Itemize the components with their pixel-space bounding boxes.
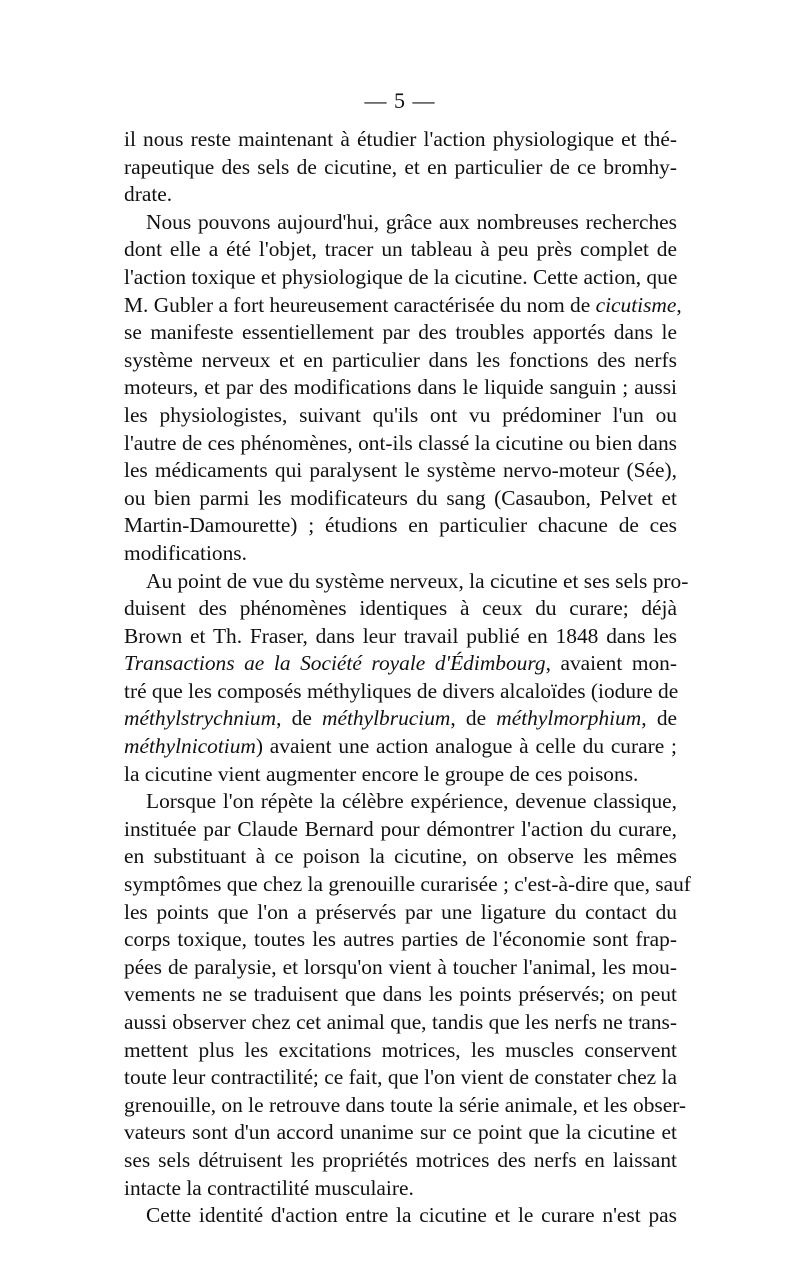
text-segment: modifications.	[124, 540, 247, 565]
text-segment: symptômes que chez la grenouille curarisée ; c'est-à-dire que, sauf	[124, 872, 691, 897]
text-segment: les médicaments qui paralysent le système nervo-moteur (Sée),	[124, 458, 677, 483]
text-line	[124, 209, 677, 237]
text-line	[124, 1009, 677, 1037]
page-number: — 5 —	[364, 88, 436, 113]
text-line	[124, 1064, 677, 1092]
text-segment: moteurs, et par des modifications dans le liquide sanguin ; aussi	[124, 375, 677, 400]
text-line	[124, 926, 677, 954]
text-segment: instituée par Claude Bernard pour démontrer l'action du curare,	[124, 816, 677, 841]
text-line	[124, 1175, 677, 1203]
italic-text: méthylbrucium	[322, 706, 451, 731]
text-line	[124, 1202, 677, 1230]
text-segment: pées de paralysie, et lorsqu'on vient à toucher l'animal, les mou-	[124, 954, 677, 979]
text-line	[124, 264, 677, 292]
text-line	[124, 788, 677, 816]
text-segment: duisent des phénomènes identiques à ceux du curare; déjà	[124, 596, 677, 621]
text-segment: , de	[276, 706, 323, 731]
text-line	[124, 512, 677, 540]
text-segment: l'autre de ces phénomènes, ont-ils classé la cicutine ou bien dans	[124, 430, 677, 455]
text-segment: l'action toxique et physiologique de la cicutine. Cette action, que	[124, 264, 678, 289]
text-segment: vements ne se traduisent que dans les points préservés; on peut	[124, 982, 677, 1007]
text-line	[124, 1147, 677, 1175]
text-segment: dont elle a été l'objet, tracer un tableau à peu près complet de	[124, 237, 677, 262]
text-line	[124, 540, 677, 568]
text-segment: drate.	[124, 182, 173, 207]
text-line	[124, 733, 677, 761]
text-segment: ) avaient une action analogue à celle du curare ;	[255, 734, 677, 759]
body-text	[124, 126, 691, 1230]
text-segment: toute leur contractilité; ce fait, que l'on vient de constater chez la	[124, 1065, 677, 1090]
text-line	[124, 816, 677, 844]
text-segment: , de	[450, 706, 497, 731]
text-line	[124, 899, 677, 927]
text-segment: ,	[676, 292, 682, 317]
text-line	[124, 485, 677, 513]
text-segment: grenouille, on le retrouve dans toute la série animale, et les obser-	[124, 1092, 687, 1117]
text-segment: ses sels détruisent les propriétés motrices des nerfs en laissant	[124, 1147, 677, 1172]
text-segment: en substituant à ce poison la cicutine, on observe les mêmes	[124, 844, 677, 869]
text-segment: mettent plus les excitations motrices, les muscles conservent	[124, 1037, 677, 1062]
text-segment: Cette identité d'action entre la cicutine et le curare n'est pas	[146, 1203, 677, 1228]
text-segment: , avaient mon-	[545, 651, 677, 676]
text-segment: M. Gubler a fort heureusement caractérisée du nom de	[124, 292, 596, 317]
text-segment: il nous reste maintenant à étudier l'action physiologique et thé-	[124, 127, 677, 151]
text-line	[124, 236, 677, 264]
text-segment: les points que l'on a préservés par une ligature du contact du	[124, 899, 677, 924]
text-line	[124, 981, 677, 1009]
text-segment: corps toxique, toutes les autres parties de l'économie sont frap-	[124, 927, 677, 952]
text-line	[124, 871, 691, 899]
text-segment: Au point de vue du système nerveux, la cicutine et ses sels pro-	[146, 568, 689, 593]
text-segment: la cicutine vient augmenter encore le groupe de ces poisons.	[124, 761, 639, 786]
text-segment: ou bien parmi les modificateurs du sang (Casaubon, Pelvet et	[124, 485, 677, 510]
text-line	[124, 843, 677, 871]
italic-text: méthylmorphium	[496, 706, 642, 731]
text-line	[124, 705, 677, 733]
italic-text: cicutisme	[595, 292, 677, 317]
text-segment: se manifeste essentiellement par des troubles apportés dans le	[124, 320, 677, 345]
text-line	[124, 761, 677, 789]
text-line	[124, 126, 677, 154]
text-line	[124, 457, 677, 485]
text-segment: aussi observer chez cet animal que, tandis que les nerfs ne trans-	[124, 1010, 677, 1034]
text-segment: intacte la contractilité musculaire.	[124, 1175, 414, 1200]
italic-text: méthylnicotium	[124, 734, 256, 759]
text-line	[124, 347, 677, 375]
text-line	[124, 402, 677, 430]
text-line	[124, 319, 677, 347]
italic-text: méthylstrychnium	[124, 706, 277, 731]
text-line	[124, 954, 677, 982]
text-line	[124, 595, 677, 623]
text-line	[124, 623, 677, 651]
text-line	[124, 292, 682, 320]
text-line	[124, 1037, 677, 1065]
text-segment: système nerveux et en particulier dans les fonctions des nerfs	[124, 347, 677, 372]
text-line	[124, 374, 677, 402]
text-line	[124, 430, 677, 458]
text-line	[124, 678, 677, 706]
text-line	[124, 181, 677, 209]
text-segment: , de	[641, 706, 678, 731]
text-line	[124, 154, 677, 182]
text-segment: Martin-Damourette) ; étudions en particulier chacune de ces	[124, 513, 677, 538]
text-line	[124, 1119, 677, 1147]
text-segment: tré que les composés méthyliques de divers alcaloïdes (iodure de	[124, 678, 679, 703]
text-segment: rapeutique des sels de cicutine, et en particulier de ce bromhy-	[124, 154, 677, 179]
text-segment: vateurs sont d'un accord unanime sur ce point que la cicutine et	[124, 1120, 677, 1145]
text-segment: Lorsque l'on répète la célèbre expérience, devenue classique,	[146, 789, 677, 814]
text-segment: Brown et Th. Fraser, dans leur travail publié en 1848 dans les	[124, 623, 677, 648]
text-line	[124, 568, 689, 596]
text-segment: les physiologistes, suivant qu'ils ont vu prédominer l'un ou	[124, 402, 677, 427]
text-line	[124, 1092, 687, 1120]
text-line	[124, 650, 677, 678]
italic-text: Transactions ae la Société royale d'Édimbourg	[124, 651, 546, 676]
text-segment: Nous pouvons aujourd'hui, grâce aux nombreuses recherches	[146, 209, 677, 234]
